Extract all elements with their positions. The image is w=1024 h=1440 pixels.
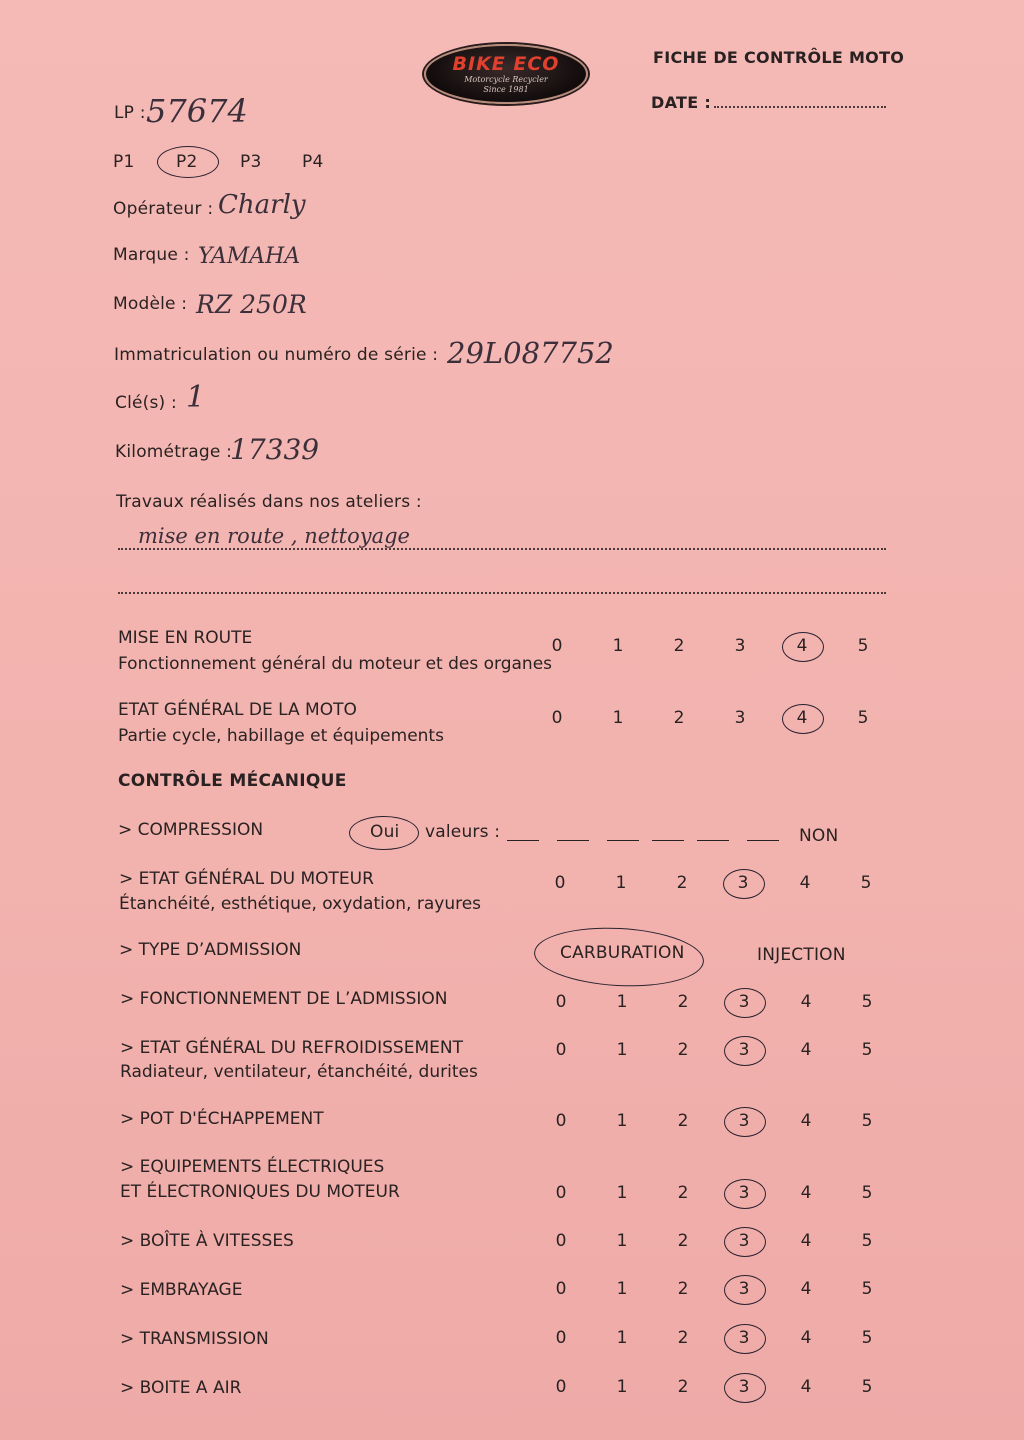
mech-item-5-score-0[interactable]: 0	[555, 1231, 567, 1251]
mech-item-5-selected-circle	[724, 1227, 766, 1257]
engine-state-selected-circle	[723, 869, 765, 899]
rating-top-1-subtitle: Fonctionnement général du moteur et des organes	[118, 654, 553, 674]
mech-item-2-score-0[interactable]: 0	[555, 1040, 567, 1060]
mech-item-4-score-0[interactable]: 0	[555, 1183, 567, 1203]
rating-top-2-title: ETAT GÉNÉRAL DE LA MOTO	[118, 700, 357, 720]
mech-item-2-score-5[interactable]: 5	[861, 1040, 873, 1060]
works-line-2[interactable]	[118, 592, 886, 594]
mech-item-8-score-5[interactable]: 5	[861, 1377, 873, 1397]
rating-top-2-score-5[interactable]: 5	[857, 708, 869, 728]
works-value[interactable]: mise en route , nettoyage	[138, 524, 410, 548]
compression-value-2[interactable]	[557, 840, 589, 841]
compression-value-1[interactable]	[507, 840, 539, 841]
mech-item-4-selected-circle	[724, 1179, 766, 1209]
compression-no[interactable]: NON	[799, 826, 839, 846]
mech-item-6-score-3[interactable]: 3	[738, 1279, 750, 1299]
mech-item-4-score-5[interactable]: 5	[861, 1183, 873, 1203]
mech-item-7-score-3[interactable]: 3	[738, 1328, 750, 1348]
rating-top-2-selected-circle	[782, 704, 824, 734]
intake-carburation[interactable]: CARBURATION	[560, 943, 685, 963]
lp-label: LP :	[114, 103, 146, 123]
mech-item-4-score-4[interactable]: 4	[800, 1183, 812, 1203]
mech-item-5-score-3[interactable]: 3	[738, 1231, 750, 1251]
mech-item-4-score-1[interactable]: 1	[616, 1183, 628, 1203]
lp-value[interactable]: 57674	[146, 92, 248, 130]
date-label: DATE :	[651, 93, 712, 112]
keys-label: Clé(s) :	[115, 393, 177, 413]
mech-item-8-score-4[interactable]: 4	[800, 1377, 812, 1397]
position-option-p4[interactable]: P4	[302, 152, 324, 172]
serial-label: Immatriculation ou numéro de série :	[114, 345, 439, 365]
mech-item-3-title: > POT D'ÉCHAPPEMENT	[120, 1109, 324, 1129]
mech-item-7-score-4[interactable]: 4	[800, 1328, 812, 1348]
rating-top-1-selected-circle	[782, 632, 824, 662]
rating-top-2-score-1[interactable]: 1	[612, 708, 624, 728]
mech-item-6-score-5[interactable]: 5	[861, 1279, 873, 1299]
brand-value[interactable]: YAMAHA	[198, 244, 301, 269]
logo-tagline: Motorcycle Recycler	[464, 75, 548, 84]
mech-item-8-title: > BOITE A AIR	[120, 1378, 242, 1398]
mech-item-7-score-5[interactable]: 5	[861, 1328, 873, 1348]
intake-carburation-circle	[533, 924, 706, 991]
date-field[interactable]	[714, 106, 886, 108]
mech-item-3-score-5[interactable]: 5	[861, 1111, 873, 1131]
mech-item-6-selected-circle	[724, 1275, 766, 1305]
mech-item-2-score-1[interactable]: 1	[616, 1040, 628, 1060]
compression-value-5[interactable]	[697, 840, 729, 841]
compression-yes[interactable]: Oui	[370, 822, 400, 842]
rating-top-1-score-3[interactable]: 3	[734, 636, 746, 656]
engine-state-score-5[interactable]: 5	[860, 873, 872, 893]
operator-value[interactable]: Charly	[218, 190, 306, 220]
mech-item-8-score-2[interactable]: 2	[677, 1377, 689, 1397]
mech-item-3-score-2[interactable]: 2	[677, 1111, 689, 1131]
mech-item-5-score-5[interactable]: 5	[861, 1231, 873, 1251]
mech-item-3-score-4[interactable]: 4	[800, 1111, 812, 1131]
compression-value-3[interactable]	[607, 840, 639, 841]
form-title: FICHE DE CONTRÔLE MOTO	[653, 48, 905, 67]
mech-item-6-title: > EMBRAYAGE	[120, 1280, 243, 1300]
mileage-value[interactable]: 17339	[230, 433, 320, 466]
mech-item-8-score-0[interactable]: 0	[555, 1377, 567, 1397]
mech-item-6-score-1[interactable]: 1	[616, 1279, 628, 1299]
mech-item-2-score-4[interactable]: 4	[800, 1040, 812, 1060]
rating-top-1-title: MISE EN ROUTE	[118, 628, 253, 648]
position-option-p3[interactable]: P3	[240, 152, 262, 172]
compression-value-4[interactable]	[652, 840, 684, 841]
engine-state-subtitle: Étanchéité, esthétique, oxydation, rayures	[119, 894, 482, 914]
mech-item-2-title: > ETAT GÉNÉRAL DU REFROIDISSEMENT	[120, 1038, 463, 1058]
mech-item-2-score-3[interactable]: 3	[738, 1040, 750, 1060]
mech-item-3-score-0[interactable]: 0	[555, 1111, 567, 1131]
serial-value[interactable]: 29L087752	[447, 336, 614, 370]
mech-item-4-title: > EQUIPEMENTS ÉLECTRIQUES	[120, 1157, 385, 1177]
operator-label: Opérateur :	[113, 199, 214, 219]
mech-item-2-selected-circle	[724, 1036, 766, 1066]
mech-item-7-score-2[interactable]: 2	[677, 1328, 689, 1348]
mech-item-3-score-3[interactable]: 3	[738, 1111, 750, 1131]
bike-eco-logo	[424, 44, 588, 104]
mech-item-7-score-0[interactable]: 0	[555, 1328, 567, 1348]
rating-top-1-score-5[interactable]: 5	[857, 636, 869, 656]
rating-top-2-score-2[interactable]: 2	[673, 708, 685, 728]
rating-top-2-score-4[interactable]: 4	[796, 708, 808, 728]
mech-item-5-score-1[interactable]: 1	[616, 1231, 628, 1251]
section-title: CONTRÔLE MÉCANIQUE	[118, 771, 347, 791]
compression-value-6[interactable]	[747, 840, 779, 841]
compression-label: > COMPRESSION	[118, 820, 264, 840]
compression-yes-circle	[349, 816, 419, 850]
mech-item-1-score-0[interactable]: 0	[555, 992, 567, 1012]
works-line-1[interactable]	[118, 548, 886, 550]
mech-item-1-score-4[interactable]: 4	[800, 992, 812, 1012]
engine-state-score-1[interactable]: 1	[615, 873, 627, 893]
rating-top-1-score-0[interactable]: 0	[551, 636, 563, 656]
rating-top-1-score-2[interactable]: 2	[673, 636, 685, 656]
rating-top-2-score-0[interactable]: 0	[551, 708, 563, 728]
logo-since: Since 1981	[483, 85, 529, 94]
model-value[interactable]: RZ 250R	[196, 290, 307, 319]
mech-item-7-selected-circle	[724, 1324, 766, 1354]
engine-state-score-4[interactable]: 4	[799, 873, 811, 893]
keys-value[interactable]: 1	[186, 380, 206, 415]
mech-item-8-score-1[interactable]: 1	[616, 1377, 628, 1397]
mech-item-6-score-2[interactable]: 2	[677, 1279, 689, 1299]
rating-top-1-score-1[interactable]: 1	[612, 636, 624, 656]
engine-state-score-0[interactable]: 0	[554, 873, 566, 893]
mech-item-4-score-3[interactable]: 3	[738, 1183, 750, 1203]
mech-item-4-subtitle: ET ÉLECTRONIQUES DU MOTEUR	[120, 1182, 400, 1202]
compression-values-label: valeurs :	[425, 822, 501, 842]
position-option-p1[interactable]: P1	[113, 152, 135, 172]
intake-type-label: > TYPE D’ADMISSION	[119, 940, 302, 960]
mech-item-1-score-1[interactable]: 1	[616, 992, 628, 1012]
mech-item-1-title: > FONCTIONNEMENT DE L’ADMISSION	[120, 989, 448, 1009]
rating-top-1-score-4[interactable]: 4	[796, 636, 808, 656]
mech-item-7-score-1[interactable]: 1	[616, 1328, 628, 1348]
mech-item-3-selected-circle	[724, 1107, 766, 1137]
engine-state-score-2[interactable]: 2	[676, 873, 688, 893]
intake-injection[interactable]: INJECTION	[757, 945, 846, 965]
works-label: Travaux réalisés dans nos ateliers :	[116, 492, 422, 512]
model-label: Modèle :	[113, 294, 188, 314]
brand-label: Marque :	[113, 245, 190, 265]
mech-item-8-score-3[interactable]: 3	[738, 1377, 750, 1397]
mileage-label: Kilométrage :	[115, 442, 233, 462]
mech-item-1-selected-circle	[724, 988, 766, 1018]
position-selected-circle	[157, 146, 219, 178]
mech-item-6-score-4[interactable]: 4	[800, 1279, 812, 1299]
position-option-p2[interactable]: P2	[176, 152, 198, 172]
mech-item-2-score-2[interactable]: 2	[677, 1040, 689, 1060]
mech-item-6-score-0[interactable]: 0	[555, 1279, 567, 1299]
mech-item-1-score-2[interactable]: 2	[677, 992, 689, 1012]
rating-top-2-score-3[interactable]: 3	[734, 708, 746, 728]
mech-item-7-title: > TRANSMISSION	[120, 1329, 269, 1349]
mech-item-5-score-4[interactable]: 4	[800, 1231, 812, 1251]
mech-item-8-selected-circle	[724, 1373, 766, 1403]
logo-brand: BIKE ECO	[452, 53, 560, 75]
mech-item-1-score-5[interactable]: 5	[861, 992, 873, 1012]
mech-item-5-title: > BOÎTE À VITESSES	[120, 1231, 294, 1251]
rating-top-2-subtitle: Partie cycle, habillage et équipements	[118, 726, 444, 746]
engine-state-score-3[interactable]: 3	[737, 873, 749, 893]
mech-item-5-score-2[interactable]: 2	[677, 1231, 689, 1251]
mech-item-3-score-1[interactable]: 1	[616, 1111, 628, 1131]
mech-item-4-score-2[interactable]: 2	[677, 1183, 689, 1203]
mech-item-1-score-3[interactable]: 3	[738, 992, 750, 1012]
engine-state-title: > ETAT GÉNÉRAL DU MOTEUR	[119, 869, 374, 889]
mech-item-2-subtitle: Radiateur, ventilateur, étanchéité, durites	[120, 1062, 478, 1082]
